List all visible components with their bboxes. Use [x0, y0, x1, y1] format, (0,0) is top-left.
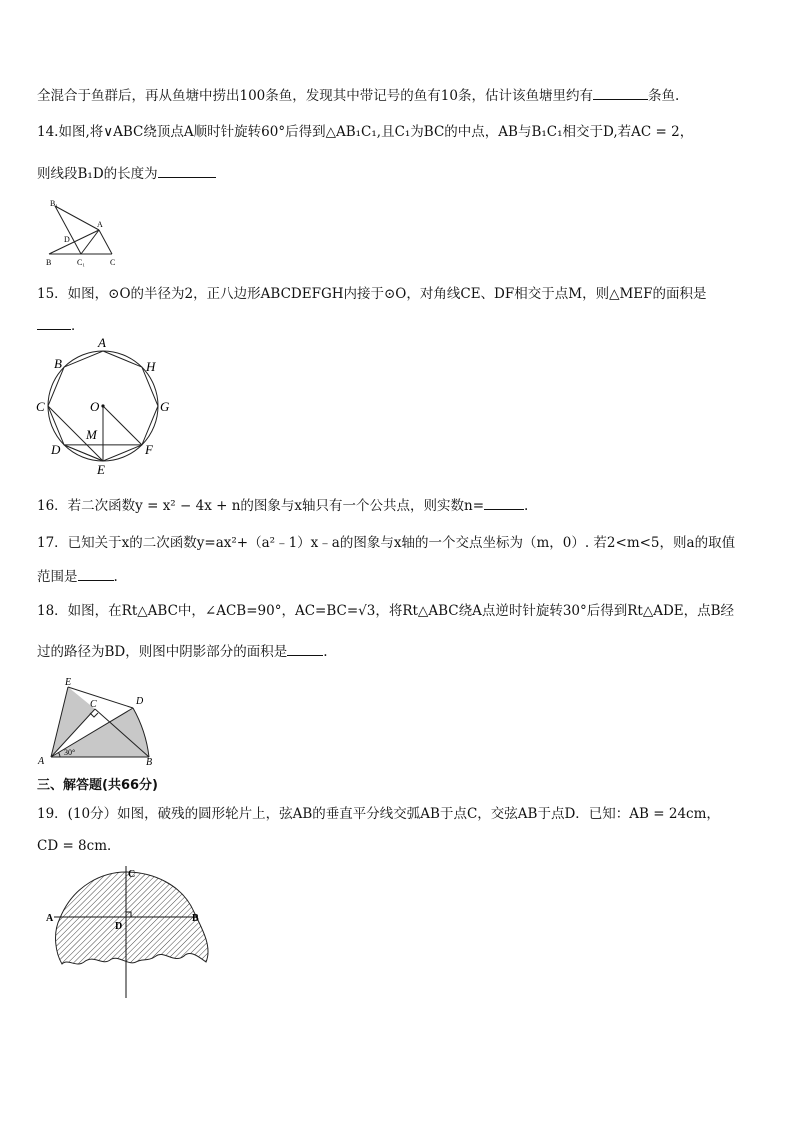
q15-label-g: G — [160, 399, 170, 414]
q13-answer-blank — [593, 85, 648, 100]
q19-label-c: C — [128, 869, 136, 880]
q18-right-angle-mark — [90, 713, 98, 717]
q13-text: 全混合于鱼群后，再从鱼塘中捞出100条鱼，发现其中带记号的鱼有10条，估计该鱼塘里约有 — [37, 88, 593, 104]
q16-line — [37, 494, 528, 514]
q15-label-o: O — [90, 399, 100, 414]
q16-text: 16．若二次函数y = x² − 4x + n的图象与x轴只有一个公共点，则实数n= — [37, 498, 485, 514]
q18-suffix: . — [323, 644, 328, 660]
q14-line2-text: 则线段B₁D的长度为 — [37, 166, 158, 182]
q18-label-angle: 30° — [64, 748, 76, 757]
q14-segment-ac1 — [81, 230, 99, 254]
q19-broken-wheel — [56, 872, 209, 964]
q15-label-a: A — [98, 335, 106, 350]
q18-label-b: B — [146, 757, 153, 768]
q19-label-b: B — [192, 913, 199, 924]
q15-line1: 15．如图，⊙O的半径为2，正八边形ABCDEFGH内接于⊙O，对角线CE、DF相交于点M，则△MEF的面积是 — [37, 286, 707, 302]
q19-figure — [44, 862, 224, 1002]
q14-line2 — [37, 162, 216, 182]
q17-line1: 17．已知关于x的二次函数y=ax²+（a²﹣1）x﹣a的图象与x轴的一个交点坐标为（m，0）. 若2<m<5，则a的取值 — [37, 535, 736, 551]
q17-suffix: . — [113, 569, 118, 585]
q16-answer-blank — [484, 495, 524, 510]
q18-figure — [34, 674, 164, 766]
q15-side-de — [64, 445, 103, 461]
q15-label-f: F — [145, 442, 153, 457]
q17-line2-text: 范围是 — [37, 569, 78, 585]
q14-label-b: B — [46, 258, 52, 267]
q18-label-d: D — [136, 696, 144, 707]
q14-answer-blank — [158, 163, 216, 178]
q15-answer-blank — [37, 315, 71, 330]
q14-label-a: A — [97, 220, 103, 229]
q15-label-e: E — [97, 462, 105, 477]
q13-tail-line — [37, 84, 679, 104]
q15-center-dot — [101, 404, 104, 407]
q19-label-d: D — [115, 921, 123, 932]
q14-label-c1: C₁ — [77, 258, 86, 267]
q19-line2: CD = 8cm． — [37, 838, 121, 854]
q15-label-d: D — [51, 442, 61, 457]
q19-line1: 19．(10分）如图，破残的圆形轮片上，弦AB的垂直平分线交弧AB于点C，交弦AB于点D．已知：AB = 24cm， — [37, 806, 720, 822]
q14-figure — [44, 198, 124, 268]
q15-label-b: B — [54, 356, 62, 371]
q15-radius-of — [103, 406, 142, 445]
q14-line1: 14.如图,将∨ABC绕顶点A顺时针旋转60°后得到△AB₁C₁,且C₁为BC的中点，AB与B₁C₁相交于D,若AC = 2， — [37, 124, 694, 140]
q15-figure — [34, 336, 184, 478]
q15-suffix: ． — [71, 318, 85, 334]
q14-label-c: C — [110, 258, 116, 267]
q18-line1: 18．如图，在Rt△ABC中，∠ACB=90°，AC=BC=√3，将Rt△ABC绕A点逆时针旋转30°后得到Rt△ADE，点B经 — [37, 603, 735, 619]
q15-label-m: M — [86, 427, 97, 442]
q15-label-c: C — [36, 399, 45, 414]
q17-line2 — [37, 565, 118, 585]
q18-line2-text: 过的路径为BD，则图中阴影部分的面积是 — [37, 644, 288, 660]
q18-answer-blank — [287, 641, 323, 656]
q19-label-a: A — [46, 913, 54, 924]
q15-line2 — [37, 314, 85, 334]
q14-label-d: D — [64, 235, 70, 244]
q17-answer-blank — [78, 566, 114, 581]
q15-label-h: H — [146, 359, 156, 374]
q18-label-c: C — [90, 699, 97, 710]
section3-title: 三、解答题(共66分) — [37, 778, 158, 793]
q14-segment-ac — [99, 230, 112, 254]
q14-segment-ba — [49, 230, 99, 254]
q18-label-a: A — [38, 756, 45, 767]
q13-suffix: 条鱼. — [647, 88, 680, 104]
q14-label-b1: B₁ — [50, 199, 59, 208]
q18-label-e: E — [65, 677, 72, 688]
q18-line2 — [37, 640, 328, 660]
q16-suffix: . — [524, 498, 529, 514]
